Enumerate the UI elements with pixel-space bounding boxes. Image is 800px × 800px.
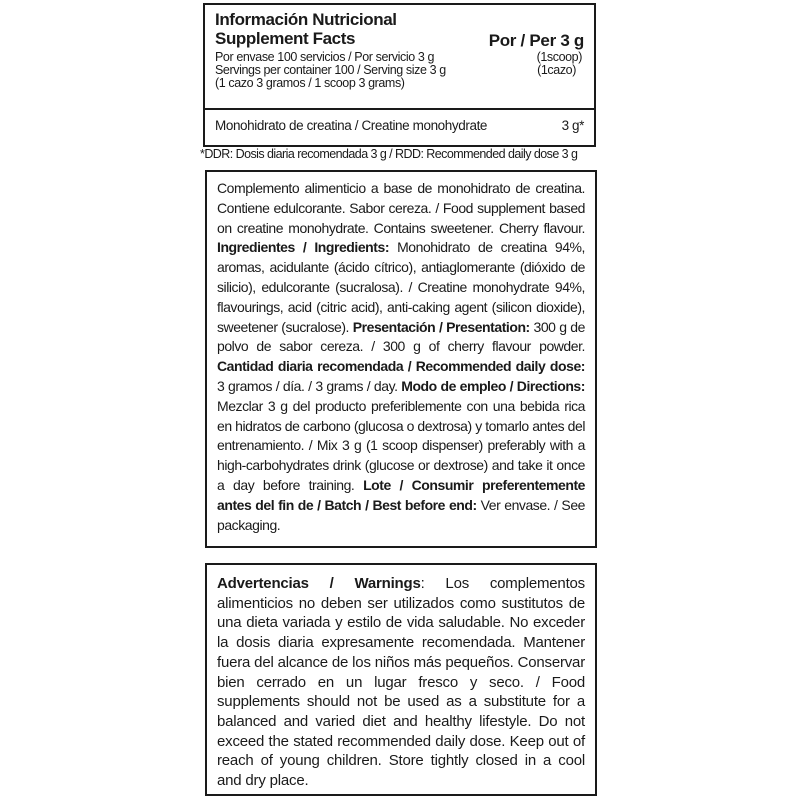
product-info-box xyxy=(205,170,597,548)
ingredients-text: Monohidrato de creatina 94%, aromas, acidulante (ácido cítrico), antiaglomerante (dióxido de silicio), edulcorante (sucralosa). / Creatine monohydrate 94%, flavourings, acid (citric acid), anti-caking agent (silicon dioxide), sweetener (sucralose). xyxy=(217,239,585,335)
warnings-text xyxy=(217,574,585,791)
per-serving-label: Por / Per 3 g xyxy=(488,31,584,50)
nutrition-facts-box xyxy=(203,3,596,147)
ingredients-label: Ingredientes / Ingredients: xyxy=(217,239,390,256)
nutrition-divider xyxy=(205,108,594,110)
serving-row-text: (1 cazo 3 gramos / 1 scoop 3 grams) xyxy=(215,76,405,90)
dose-text: 3 gramos / día. / 3 grams / day. xyxy=(217,377,398,394)
dose-label: Cantidad diaria recomendada / Recommended daily dose: xyxy=(217,358,585,375)
ingredient-row xyxy=(215,118,584,133)
serving-row-text: Servings per container 100 / Serving size 3 g xyxy=(215,63,446,77)
warnings-box xyxy=(205,563,597,796)
directions-label: Modo de empleo / Directions: xyxy=(401,377,585,394)
ingredient-name: Monohidrato de creatina / Creatine monohydrate xyxy=(215,118,488,133)
batch-label: Lote / Consumir preferentemente antes del fin de / Batch / Best before end: xyxy=(217,476,585,513)
nutrition-title-en: Supplement Facts xyxy=(215,29,356,48)
serving-row-note: (1scoop) xyxy=(536,50,582,64)
serving-info xyxy=(215,51,582,90)
serving-row xyxy=(215,77,582,90)
nutrition-title-es: Información Nutricional xyxy=(215,10,397,29)
product-info-text xyxy=(217,179,585,535)
nutrition-header xyxy=(215,10,586,50)
ingredient-amount: 3 g* xyxy=(561,118,584,133)
intro-text: Complemento alimenticio a base de monohidrato de creatina. Contiene edulcorante. Sabor cereza. / Food supplement based on creatine monohydrate. Contains sweetener. Cherry flavour. xyxy=(217,180,585,236)
serving-row-note: (1cazo) xyxy=(537,63,576,77)
directions-text: Mezclar 3 g del producto preferiblemente con una bebida rica en hidratos de carbono (glucosa o dextrosa) y tomarlo antes del entrenamiento. / Mix 3 g (1 scoop dispenser) preferably with a high-carbohydrates drink (glucose or dextrose) and take it once a day before training. xyxy=(217,397,585,493)
presentation-label: Presentación / Presentation: xyxy=(352,318,530,335)
presentation-text: 300 g de polvo de sabor cereza. / 300 g of cherry flavour powder. xyxy=(217,318,585,355)
serving-row-text: Por envase 100 servicios / Por servicio 3 g xyxy=(215,50,435,64)
batch-text: Ver envase. / See packaging. xyxy=(217,496,585,533)
rdd-footnote: *DDR: Dosis diaria recomendada 3 g / RDD: Recommended daily dose 3 g xyxy=(200,147,578,161)
warnings-label: Advertencias / Warnings xyxy=(217,575,421,592)
warnings-body: : Los complementos alimenticios no deben ser utilizados como sustitutos de una dieta variada y estilo de vida saludable. No exceder la dosis diaria expresamente recomendada. Mantener fuera del alcance de los niños más pequeños. Conservar bien cerrado en un lugar fresco y seco. / Food supplements should not be used as a substitute for a balanced and varied diet and healthy lifestyle. Do not exceed the stated recommended daily dose. Keep out of reach of young children. Store tightly closed in a cool and dry place. xyxy=(217,575,585,790)
